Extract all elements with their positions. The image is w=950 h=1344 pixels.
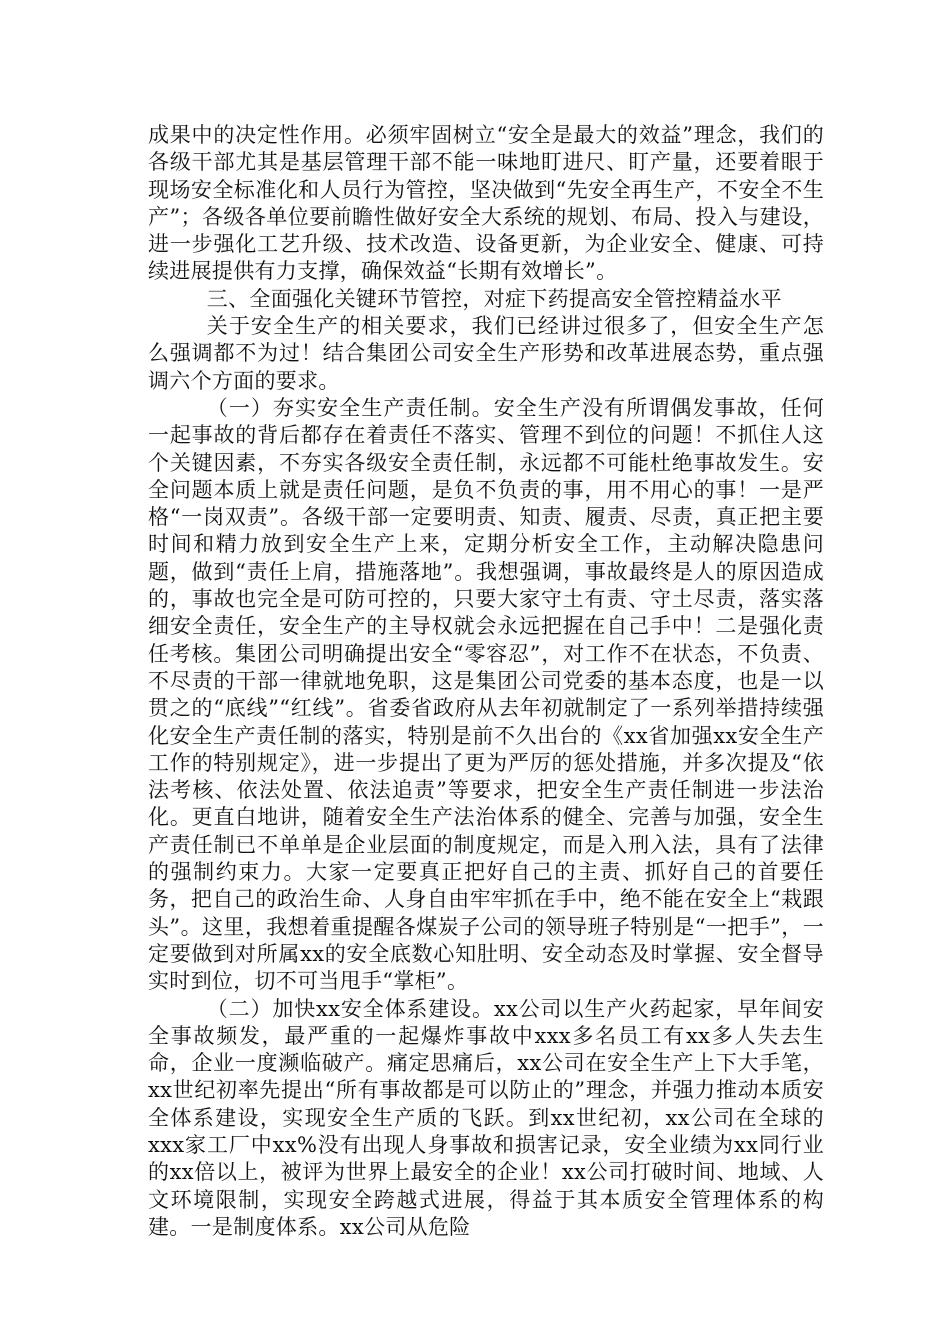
section-heading-three: 三、全面强化关键环节管控，对症下药提高安全管控精益水平 [206,286,782,311]
paragraph-item-two: （二）加快xx安全体系建设。xx公司以生产火药起家，早年间安全事故频发，最严重的一起爆炸事故中xxx多名员工有xx多人失去生命，企业一度濒临破产。痛定思痛后，xx公司在安全生产上下大手笔，xx世纪初率先提出“所有事故都是可以防止的”理念，并强力推动本质安全体系建设，实现安全生产质的飞跃。到xx世纪初，xx公司在全球的xxx家工厂中xx%没有出现人身事故和损害记录，安全业绩为xx同行业的xx倍以上，被评为世界上最安全的企业！xx公司打破时间、地域、人文环境限制，实现安全跨越式进展，得益于其本质安全管理体系的构建。一是制度体系。xx公司从危险 [148,996,824,1239]
document-body [148,122,824,1241]
paragraph-intro: 关于安全生产的相关要求，我们已经讲过很多了，但安全生产怎么强调都不为过！结合集团公司安全生产形势和改革进展态势，重点强调六个方面的要求。 [148,314,824,393]
paragraph-continuation: 成果中的决定性作用。必须牢固树立“安全是最大的效益”理念，我们的各级干部尤其是基层管理干部不能一味地盯进尺、盯产量，还要着眼于现场安全标准化和人员行为管控，坚决做到“先安全再生产，不安全不生产”；各级各单位要前瞻性做好安全大系统的规划、布局、投入与建设，进一步强化工艺升级、技术改造、设备更新，为企业安全、健康、可持续进展提供有力支撑，确保效益“长期有效增长”。 [148,123,824,284]
paragraph-item-one: （一）夯实安全生产责任制。安全生产没有所谓偶发事故，任何一起事故的背后都存在着责任不落实、管理不到位的问题！不抓住人这个关键因素，不夯实各级安全责任制，永远都不可能杜绝事故发生。安全问题本质上就是责任问题，是负不负责的事，用不用心的事！一是严格“一岗双责”。各级干部一定要明责、知责、履责、尽责，真正把主要时间和精力放到安全生产上来，定期分析安全工作，主动解决隐患问题，做到“责任上肩，措施落地”。我想强调，事故最终是人的原因造成的，事故也完全是可防可控的，只要大家守土有责、守土尽责，落实落细安全责任，安全生产的主导权就会永远把握在自己手中！二是强化责任考核。集团公司明确提出安全“零容忍”，对工作不在状态，不负责、不尽责的干部一律就地免职，这是集团公司党委的基本态度，也是一以贯之的“底线”“红线”。省委省政府从去年初就制定了一系列举措持续强化安全生产责任制的落实，特别是前不久出台的《xx省加强xx安全生产工作的特别规定》，进一步提出了更为严厉的惩处措施，并多次提及“依法考核、依法处置、依法追责”等要求，把安全生产责任制进一步法治化。更直白地讲，随着安全生产法治体系的健全、完善与加强，安全生产责任制已不单单是企业层面的制度规定，而是入刑入法，具有了法律的强制约束力。大家一定要真正把好自己的主责、抓好自己的首要任务，把自己的政治生命、人身自由牢牢抓在手中，绝不能在安全上“栽跟头”。这里，我想着重提醒各煤炭子公司的领导班子特别是“一把手”，一定要做到对所属xx的安全底数心知肚明、安全动态及时掌握、安全督导实时到位，切不可当甩手“掌柜”。 [148,395,824,994]
